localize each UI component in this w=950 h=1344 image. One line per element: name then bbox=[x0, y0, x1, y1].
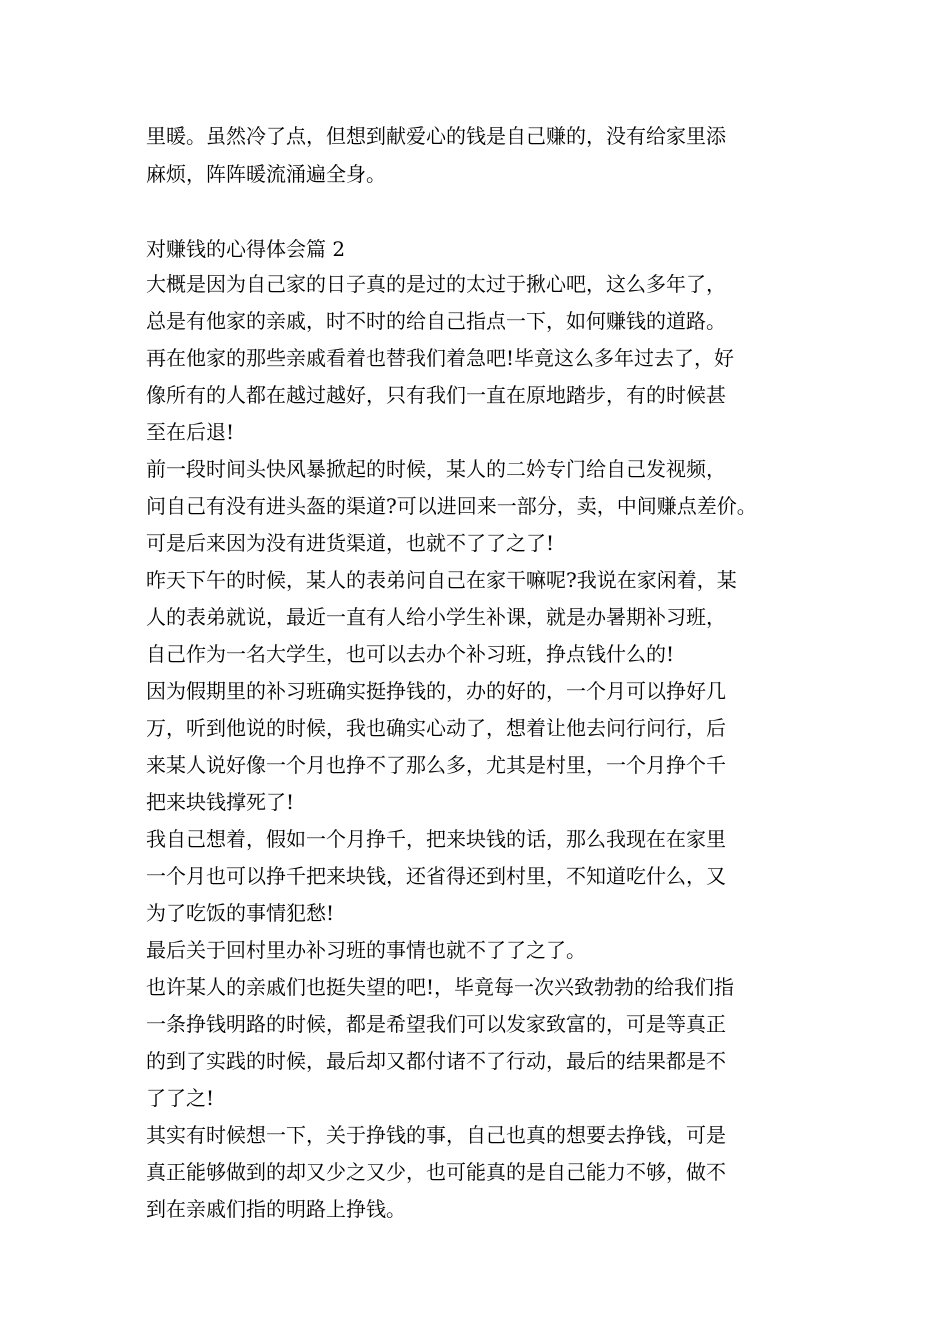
section-heading: 对赚钱的心得体会篇 2 bbox=[146, 237, 346, 261]
text-line: 我自己想着，假如一个月挣千，把来块钱的话，那么我现在在家里 bbox=[146, 827, 726, 851]
text-line: 前一段时间头快风暴掀起的时候，某人的二妗专门给自己发视频， bbox=[146, 457, 726, 481]
text-line: 可是后来因为没有进货渠道，也就不了了之了! bbox=[146, 531, 555, 555]
text-line: 大概是因为自己家的日子真的是过的太过于揪心吧，这么多年了， bbox=[146, 272, 726, 296]
text-line: 至在后退! bbox=[146, 420, 235, 444]
text-line: 人的表弟就说，最近一直有人给小学生补课，就是办暑期补习班， bbox=[146, 605, 726, 629]
text-line: 像所有的人都在越过越好，只有我们一直在原地踏步，有的时候甚 bbox=[146, 383, 726, 407]
text-line: 里暖。虽然冷了点，但想到献爱心的钱是自己赚的，没有给家里添 bbox=[146, 124, 726, 148]
text-line: 万，听到他说的时候，我也确实心动了，想着让他去问行问行，后 bbox=[146, 716, 726, 740]
text-line: 的到了实践的时候，最后却又都付诸不了行动，最后的结果都是不 bbox=[146, 1049, 726, 1073]
text-line: 一条挣钱明路的时候，都是希望我们可以发家致富的，可是等真正 bbox=[146, 1012, 726, 1036]
text-line: 一个月也可以挣千把来块钱，还省得还到村里，不知道吃什么，又 bbox=[146, 864, 726, 888]
text-line: 其实有时候想一下，关于挣钱的事，自己也真的想要去挣钱，可是 bbox=[146, 1123, 726, 1147]
text-line: 来某人说好像一个月也挣不了那么多，尤其是村里，一个月挣个千 bbox=[146, 753, 726, 777]
text-line: 问自己有没有进头盔的渠道?可以进回来一部分，卖，中间赚点差价。 bbox=[146, 494, 757, 518]
text-line: 再在他家的那些亲戚看着也替我们着急吧!毕竟这么多年过去了，好 bbox=[146, 346, 735, 370]
text-line: 昨天下午的时候，某人的表弟问自己在家干嘛呢?我说在家闲着，某 bbox=[146, 568, 737, 592]
text-line: 麻烦，阵阵暖流涌遍全身。 bbox=[146, 162, 386, 186]
text-line: 最后关于回村里办补习班的事情也就不了了之了。 bbox=[146, 938, 586, 962]
text-line: 了了之! bbox=[146, 1086, 215, 1110]
text-line: 到在亲戚们指的明路上挣钱。 bbox=[146, 1197, 406, 1221]
text-line: 也许某人的亲戚们也挺失望的吧!，毕竟每一次兴致勃勃的给我们指 bbox=[146, 975, 735, 999]
text-line: 把来块钱撑死了! bbox=[146, 790, 295, 814]
text-line: 自己作为一名大学生，也可以去办个补习班，挣点钱什么的! bbox=[146, 642, 675, 666]
text-line: 总是有他家的亲戚，时不时的给自己指点一下，如何赚钱的道路。 bbox=[146, 309, 726, 333]
text-line: 因为假期里的补习班确实挺挣钱的，办的好的，一个月可以挣好几 bbox=[146, 679, 726, 703]
text-line: 为了吃饭的事情犯愁! bbox=[146, 901, 335, 925]
text-line: 真正能够做到的却又少之又少，也可能真的是自己能力不够，做不 bbox=[146, 1160, 726, 1184]
